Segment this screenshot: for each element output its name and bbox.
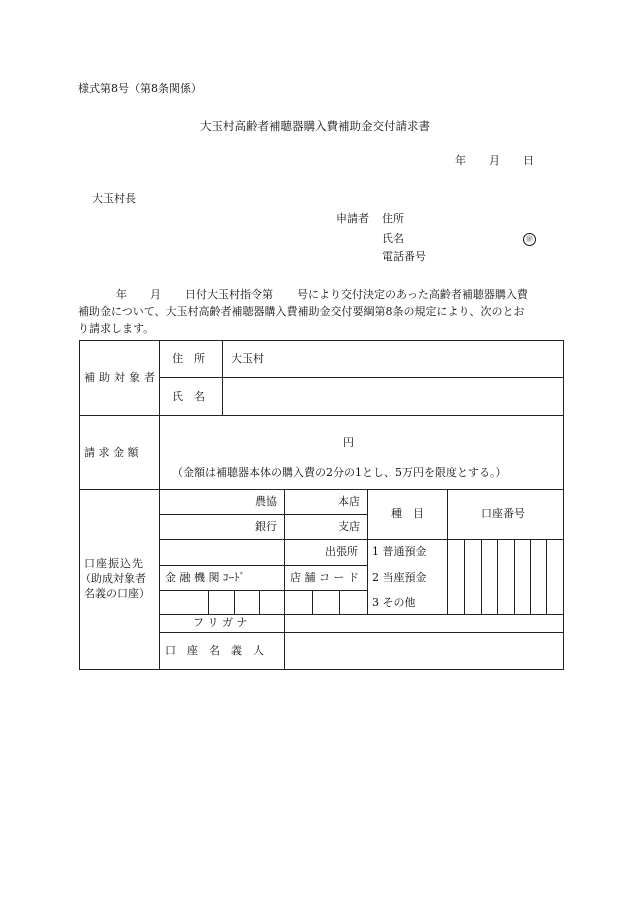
date-year-label: 年 <box>455 154 466 167</box>
branch-code-label: 店 舗 コ ー ド <box>290 571 359 584</box>
address-value: 大玉村 <box>231 352 264 365</box>
amount-note: （金額は補聴器本体の購入費の2分の1とし、5万円を限度とする。） <box>172 466 507 479</box>
body-year: 年 <box>116 288 127 301</box>
applicant-name-label: 氏名 <box>382 232 404 245</box>
account-number-label: 口座番号 <box>481 507 525 520</box>
addressee: 大玉村長 <box>92 192 136 205</box>
document-title: 大玉村高齢者補聴器購入費補助金交付請求書 <box>200 119 430 133</box>
account-type-1: 1 普通預金 <box>372 545 427 558</box>
subject-label: 補助対象者 <box>84 371 159 384</box>
name-label: 氏 名 <box>172 390 205 403</box>
date-day-label: 日 <box>523 154 534 167</box>
amount-unit: 円 <box>343 436 354 449</box>
address-label: 住 所 <box>172 352 205 365</box>
body-mid: 日付大玉村指令第 <box>185 288 273 301</box>
bank-code-label: 金 融 機 関 ｺｰﾄﾞ <box>165 571 245 584</box>
body-month: 月 <box>150 288 161 301</box>
shiten-label: 支店 <box>338 520 360 533</box>
honten-label: 本店 <box>338 495 360 508</box>
shuchosho-label: 出張所 <box>325 545 358 558</box>
account-type-2: 2 当座預金 <box>372 571 427 584</box>
nokyo-label: 農協 <box>255 495 277 508</box>
date-month-label: 月 <box>489 154 500 167</box>
amount-label: 請 求 金 額 <box>84 446 139 459</box>
applicant-phone-label: 電話番号 <box>382 250 426 263</box>
account-type-3: 3 その他 <box>372 596 416 609</box>
body-line-3: り請求します。 <box>78 322 155 335</box>
furigana-label: フ リ ガ ナ <box>193 616 248 629</box>
applicant-address-label: 住所 <box>382 212 404 225</box>
shumoku-label: 種 目 <box>391 507 424 520</box>
bank-section-title: 口座振込先 <box>84 557 144 570</box>
account-holder-label: 口 座 名 義 人 <box>165 644 264 657</box>
seal-icon: ㊞ <box>523 232 536 246</box>
body-line-2: 補助金について、大玉村高齢者補聴器購入費補助金交付要綱第8条の規定により、次のとお <box>78 305 525 318</box>
bank-section-subtitle: （助成対象者 <box>80 572 146 585</box>
body-end: 号により交付決定のあった高齢者補聴器購入費 <box>297 288 528 301</box>
form-number: 様式第8号（第8条関係） <box>78 82 202 95</box>
ginko-label: 銀行 <box>255 520 277 533</box>
applicant-label: 申請者 <box>336 212 369 225</box>
bank-section-subtitle-2: 名義の口座） <box>84 587 150 600</box>
